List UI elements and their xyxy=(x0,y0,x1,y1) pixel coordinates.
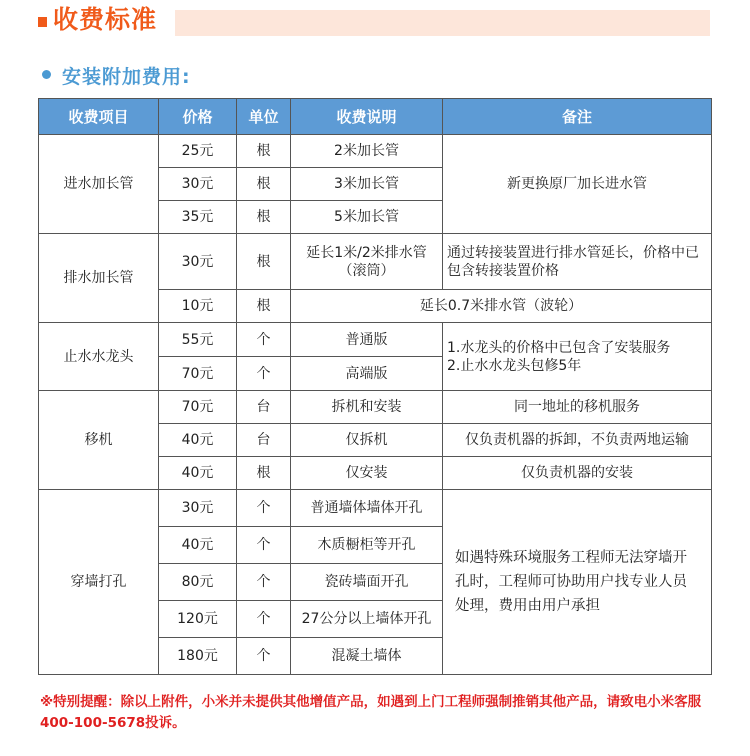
remark-cell: 仅负责机器的安装 xyxy=(443,457,712,490)
remark-line: 2.止水水龙头包修5年 xyxy=(447,357,582,374)
price-cell: 35元 xyxy=(159,201,237,234)
fee-table xyxy=(38,98,712,675)
unit-cell: 根 xyxy=(237,234,291,290)
subsection-title: 安装附加费用: xyxy=(62,66,191,88)
unit-cell: 个 xyxy=(237,638,291,675)
bullet-dot-icon xyxy=(42,70,51,79)
unit-cell: 个 xyxy=(237,527,291,564)
unit-cell: 个 xyxy=(237,357,291,391)
price-cell: 30元 xyxy=(159,234,237,290)
item-cell: 进水加长管 xyxy=(39,135,159,234)
desc-cell: 木质橱柜等开孔 xyxy=(291,527,443,564)
remark-cell: 新更换原厂加长进水管 xyxy=(443,135,712,234)
column-header: 备注 xyxy=(443,99,712,135)
table-row xyxy=(39,234,712,290)
item-cell: 穿墙打孔 xyxy=(39,490,159,675)
unit-cell: 根 xyxy=(237,290,291,323)
price-cell: 40元 xyxy=(159,527,237,564)
page-title: 收费标准 xyxy=(53,5,158,34)
unit-cell: 个 xyxy=(237,601,291,638)
remark-cell: 仅负责机器的拆卸，不负责两地运输 xyxy=(443,424,712,457)
price-cell: 70元 xyxy=(159,357,237,391)
column-header: 收费项目 xyxy=(39,99,159,135)
price-cell: 40元 xyxy=(159,457,237,490)
unit-cell: 个 xyxy=(237,323,291,357)
item-cell: 止水水龙头 xyxy=(39,323,159,391)
header-marker xyxy=(38,17,47,27)
desc-cell: 延长1米/2米排水管（滚筒） xyxy=(291,234,443,290)
header-bar xyxy=(175,10,710,36)
price-cell: 120元 xyxy=(159,601,237,638)
price-cell: 180元 xyxy=(159,638,237,675)
unit-cell: 台 xyxy=(237,424,291,457)
price-cell: 40元 xyxy=(159,424,237,457)
desc-cell: 3米加长管 xyxy=(291,168,443,201)
desc-cell: 延长0.7米排水管（波轮） xyxy=(291,290,712,323)
desc-cell: 仅拆机 xyxy=(291,424,443,457)
price-cell: 30元 xyxy=(159,168,237,201)
desc-cell: 高端版 xyxy=(291,357,443,391)
column-header: 收费说明 xyxy=(291,99,443,135)
unit-cell: 个 xyxy=(237,490,291,527)
remark-cell: 如遇特殊环境服务工程师无法穿墙开孔时，工程师可协助用户找专业人员处理，费用由用户承担 xyxy=(443,490,712,675)
remark-line: 1.水龙头的价格中已包含了安装服务 xyxy=(447,339,671,356)
desc-cell: 仅安装 xyxy=(291,457,443,490)
item-cell: 移机 xyxy=(39,391,159,490)
unit-cell: 根 xyxy=(237,168,291,201)
price-cell: 25元 xyxy=(159,135,237,168)
table-header-row xyxy=(39,99,712,135)
column-header: 单位 xyxy=(237,99,291,135)
unit-cell: 个 xyxy=(237,564,291,601)
price-cell: 80元 xyxy=(159,564,237,601)
unit-cell: 根 xyxy=(237,457,291,490)
remark-cell xyxy=(443,323,712,391)
table-row xyxy=(39,135,712,168)
desc-cell: 27公分以上墙体开孔 xyxy=(291,601,443,638)
section-header xyxy=(38,6,710,36)
table-row xyxy=(39,323,712,357)
desc-cell: 混凝土墙体 xyxy=(291,638,443,675)
price-cell: 10元 xyxy=(159,290,237,323)
unit-cell: 根 xyxy=(237,201,291,234)
desc-cell: 瓷砖墙面开孔 xyxy=(291,564,443,601)
desc-cell: 普通墙体墙体开孔 xyxy=(291,490,443,527)
table-row xyxy=(39,391,712,424)
column-header: 价格 xyxy=(159,99,237,135)
desc-cell: 2米加长管 xyxy=(291,135,443,168)
unit-cell: 台 xyxy=(237,391,291,424)
price-cell: 70元 xyxy=(159,391,237,424)
remark-cell: 通过转接装置进行排水管延长，价格中已包含转接装置价格 xyxy=(443,234,712,290)
desc-cell: 普通版 xyxy=(291,323,443,357)
price-cell: 55元 xyxy=(159,323,237,357)
price-cell: 30元 xyxy=(159,490,237,527)
unit-cell: 根 xyxy=(237,135,291,168)
desc-cell: 5米加长管 xyxy=(291,201,443,234)
remark-cell: 同一地址的移机服务 xyxy=(443,391,712,424)
desc-cell: 拆机和安装 xyxy=(291,391,443,424)
special-reminder-note: ※特别提醒：除以上附件，小米并未提供其他增值产品，如遇到上门工程师强制推销其他产品，请致电小米客服400-100-5678投诉。 xyxy=(40,694,702,731)
item-cell: 排水加长管 xyxy=(39,234,159,323)
table-row xyxy=(39,490,712,527)
